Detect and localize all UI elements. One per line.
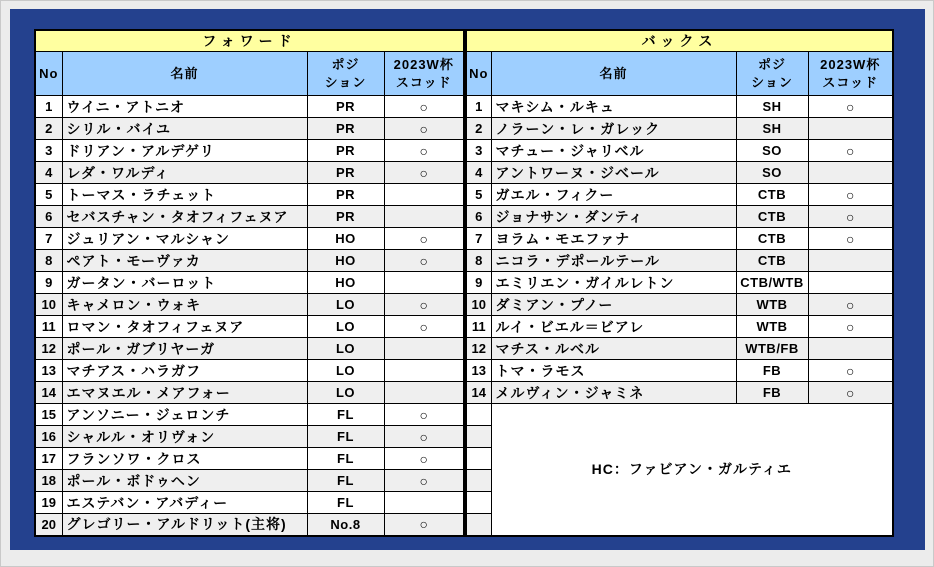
player-row [35, 514, 464, 536]
player-no: 4 [35, 162, 62, 184]
player-no: 8 [35, 250, 62, 272]
player-no: 14 [35, 382, 62, 404]
player-row [466, 294, 893, 316]
navy-panel [10, 9, 925, 550]
col-header-no: No [466, 52, 491, 96]
player-row [35, 206, 464, 228]
player-name: ジュリアン・マルシャン [62, 228, 307, 250]
player-no: 2 [35, 118, 62, 140]
player-position: FL [307, 448, 384, 470]
player-row [35, 382, 464, 404]
player-no: 2 [466, 118, 491, 140]
forwards-section-title: フォワード [35, 30, 464, 52]
squad-mark-cell: ○ [808, 228, 893, 250]
player-position: WTB/FB [736, 338, 808, 360]
squad-mark-cell [384, 338, 464, 360]
squad-mark-cell: ○ [808, 360, 893, 382]
empty-no-cell [466, 470, 491, 492]
player-row [35, 118, 464, 140]
player-name: ダミアン・プノー [491, 294, 736, 316]
squad-mark-cell: ○ [384, 514, 464, 536]
backs-section-title: バックス [466, 30, 893, 52]
player-position: CTB [736, 206, 808, 228]
player-name: トーマス・ラチェット [62, 184, 307, 206]
squad-mark-cell: ○ [808, 96, 893, 118]
player-no: 5 [35, 184, 62, 206]
player-row [466, 96, 893, 118]
squad-mark-cell [808, 272, 893, 294]
squad-mark-cell [808, 118, 893, 140]
player-no: 7 [35, 228, 62, 250]
roster-tables [10, 9, 925, 537]
squad-mark-cell [384, 272, 464, 294]
player-row [35, 338, 464, 360]
player-position: No.8 [307, 514, 384, 536]
player-no: 10 [35, 294, 62, 316]
player-row [35, 492, 464, 514]
player-no: 9 [35, 272, 62, 294]
backs-body [466, 96, 893, 536]
player-no: 12 [35, 338, 62, 360]
player-position: HO [307, 250, 384, 272]
player-position: LO [307, 338, 384, 360]
squad-mark-cell [808, 250, 893, 272]
player-position: PR [307, 206, 384, 228]
player-no: 12 [466, 338, 491, 360]
empty-no-cell [466, 404, 491, 426]
player-position: CTB [736, 184, 808, 206]
filler-row [466, 404, 893, 426]
player-name: シリル・バイユ [62, 118, 307, 140]
player-name: ヨラム・モエファナ [491, 228, 736, 250]
player-row [35, 448, 464, 470]
player-row [35, 228, 464, 250]
player-row [466, 118, 893, 140]
player-row [35, 404, 464, 426]
squad-mark-cell: ○ [384, 448, 464, 470]
player-position: HO [307, 228, 384, 250]
col-header-name: 名前 [62, 52, 307, 96]
player-position: CTB [736, 250, 808, 272]
player-row [466, 272, 893, 294]
player-row [35, 250, 464, 272]
player-name: セバスチャン・タオフィフェヌア [62, 206, 307, 228]
squad-mark-cell: ○ [384, 118, 464, 140]
squad-mark-cell: ○ [808, 382, 893, 404]
player-row [35, 426, 464, 448]
player-position: SO [736, 140, 808, 162]
empty-no-cell [466, 448, 491, 470]
squad-mark-cell: ○ [808, 316, 893, 338]
player-position: CTB/WTB [736, 272, 808, 294]
player-no: 11 [35, 316, 62, 338]
player-no: 6 [466, 206, 491, 228]
player-position: FL [307, 426, 384, 448]
col-header-name: 名前 [491, 52, 736, 96]
player-no: 5 [466, 184, 491, 206]
player-name: ニコラ・デポールテール [491, 250, 736, 272]
backs-table [465, 29, 894, 537]
player-row [466, 206, 893, 228]
player-name: ポール・ガブリヤーガ [62, 338, 307, 360]
player-position: PR [307, 140, 384, 162]
squad-mark-cell [808, 162, 893, 184]
player-row [466, 360, 893, 382]
player-position: SH [736, 118, 808, 140]
player-name: アンソニー・ジェロンチ [62, 404, 307, 426]
player-name: ノラーン・レ・ガレック [491, 118, 736, 140]
player-position: WTB [736, 316, 808, 338]
player-row [35, 96, 464, 118]
player-no: 11 [466, 316, 491, 338]
player-name: メルヴィン・ジャミネ [491, 382, 736, 404]
squad-mark-cell: ○ [808, 184, 893, 206]
player-name: キャメロン・ウォキ [62, 294, 307, 316]
player-position: FL [307, 492, 384, 514]
player-row [35, 162, 464, 184]
player-position: LO [307, 360, 384, 382]
player-name: マチアス・ハラガフ [62, 360, 307, 382]
squad-mark-cell: ○ [808, 140, 893, 162]
player-name: ルイ・ビエル＝ビアレ [491, 316, 736, 338]
player-name: ガータン・バーロット [62, 272, 307, 294]
player-row [35, 272, 464, 294]
player-position: FL [307, 404, 384, 426]
squad-mark-cell [384, 360, 464, 382]
player-name: エミリエン・ガイルレトン [491, 272, 736, 294]
player-row [35, 360, 464, 382]
forwards-table [34, 29, 465, 537]
player-name: マチス・ルベル [491, 338, 736, 360]
squad-mark-cell: ○ [384, 294, 464, 316]
player-row [35, 140, 464, 162]
player-no: 4 [466, 162, 491, 184]
player-position: LO [307, 294, 384, 316]
squad-mark-cell [384, 206, 464, 228]
col-header-position: ポジ ション [736, 52, 808, 96]
player-position: PR [307, 184, 384, 206]
player-no: 14 [466, 382, 491, 404]
squad-mark-cell [384, 382, 464, 404]
player-position: CTB [736, 228, 808, 250]
player-name: ウイニ・アトニオ [62, 96, 307, 118]
player-position: SH [736, 96, 808, 118]
player-position: FB [736, 360, 808, 382]
col-header-squad: 2023W杯 スコッド [384, 52, 464, 96]
player-name: エマヌエル・メアフォー [62, 382, 307, 404]
squad-mark-cell: ○ [384, 162, 464, 184]
player-row [35, 294, 464, 316]
squad-mark-cell: ○ [384, 316, 464, 338]
player-name: ロマン・タオフィフェヌア [62, 316, 307, 338]
squad-mark-cell [384, 184, 464, 206]
player-no: 9 [466, 272, 491, 294]
head-coach-note: HC：ファビアン・ガルティエ [491, 404, 893, 536]
player-no: 3 [466, 140, 491, 162]
player-name: グレゴリー・アルドリット(主将) [62, 514, 307, 536]
squad-mark-cell [808, 338, 893, 360]
player-name: マキシム・ルキュ [491, 96, 736, 118]
player-no: 8 [466, 250, 491, 272]
player-position: PR [307, 162, 384, 184]
player-name: ドリアン・アルデゲリ [62, 140, 307, 162]
squad-mark-cell: ○ [384, 250, 464, 272]
player-no: 17 [35, 448, 62, 470]
player-position: PR [307, 118, 384, 140]
col-header-position: ポジ ション [307, 52, 384, 96]
col-header-no: No [35, 52, 62, 96]
player-name: シャルル・オリヴォン [62, 426, 307, 448]
player-no: 13 [466, 360, 491, 382]
player-no: 1 [35, 96, 62, 118]
squad-mark-cell: ○ [384, 404, 464, 426]
player-name: ペアト・モーヴァカ [62, 250, 307, 272]
player-position: PR [307, 96, 384, 118]
player-no: 19 [35, 492, 62, 514]
squad-mark-cell: ○ [384, 140, 464, 162]
player-position: SO [736, 162, 808, 184]
squad-mark-cell: ○ [384, 96, 464, 118]
squad-mark-cell: ○ [384, 470, 464, 492]
player-name: エステバン・アバディー [62, 492, 307, 514]
player-position: LO [307, 316, 384, 338]
empty-no-cell [466, 492, 491, 514]
player-row [466, 250, 893, 272]
player-no: 16 [35, 426, 62, 448]
player-row [466, 382, 893, 404]
squad-mark-cell: ○ [808, 206, 893, 228]
player-position: LO [307, 382, 384, 404]
player-no: 20 [35, 514, 62, 536]
player-no: 18 [35, 470, 62, 492]
player-row [466, 140, 893, 162]
player-position: FB [736, 382, 808, 404]
player-row [35, 316, 464, 338]
col-header-squad: 2023W杯 スコッド [808, 52, 893, 96]
player-row [466, 338, 893, 360]
player-name: ジョナサン・ダンティ [491, 206, 736, 228]
player-position: FL [307, 470, 384, 492]
player-name: フランソワ・クロス [62, 448, 307, 470]
player-row [35, 470, 464, 492]
squad-mark-cell [384, 492, 464, 514]
empty-no-cell [466, 514, 491, 536]
squad-mark-cell: ○ [808, 294, 893, 316]
player-no: 3 [35, 140, 62, 162]
player-no: 7 [466, 228, 491, 250]
squad-mark-cell: ○ [384, 228, 464, 250]
player-position: WTB [736, 294, 808, 316]
player-name: アントワーヌ・ジベール [491, 162, 736, 184]
player-row [466, 184, 893, 206]
player-no: 6 [35, 206, 62, 228]
empty-no-cell [466, 426, 491, 448]
player-row [466, 162, 893, 184]
forwards-body [35, 96, 464, 536]
player-no: 13 [35, 360, 62, 382]
player-name: ガエル・フィクー [491, 184, 736, 206]
squad-mark-cell: ○ [384, 426, 464, 448]
player-row [466, 228, 893, 250]
player-row [466, 316, 893, 338]
player-no: 1 [466, 96, 491, 118]
player-name: トマ・ラモス [491, 360, 736, 382]
player-no: 10 [466, 294, 491, 316]
player-name: マチュー・ジャリベル [491, 140, 736, 162]
player-name: レダ・ワルディ [62, 162, 307, 184]
player-name: ポール・ボドゥヘン [62, 470, 307, 492]
player-position: HO [307, 272, 384, 294]
player-no: 15 [35, 404, 62, 426]
player-row [35, 184, 464, 206]
